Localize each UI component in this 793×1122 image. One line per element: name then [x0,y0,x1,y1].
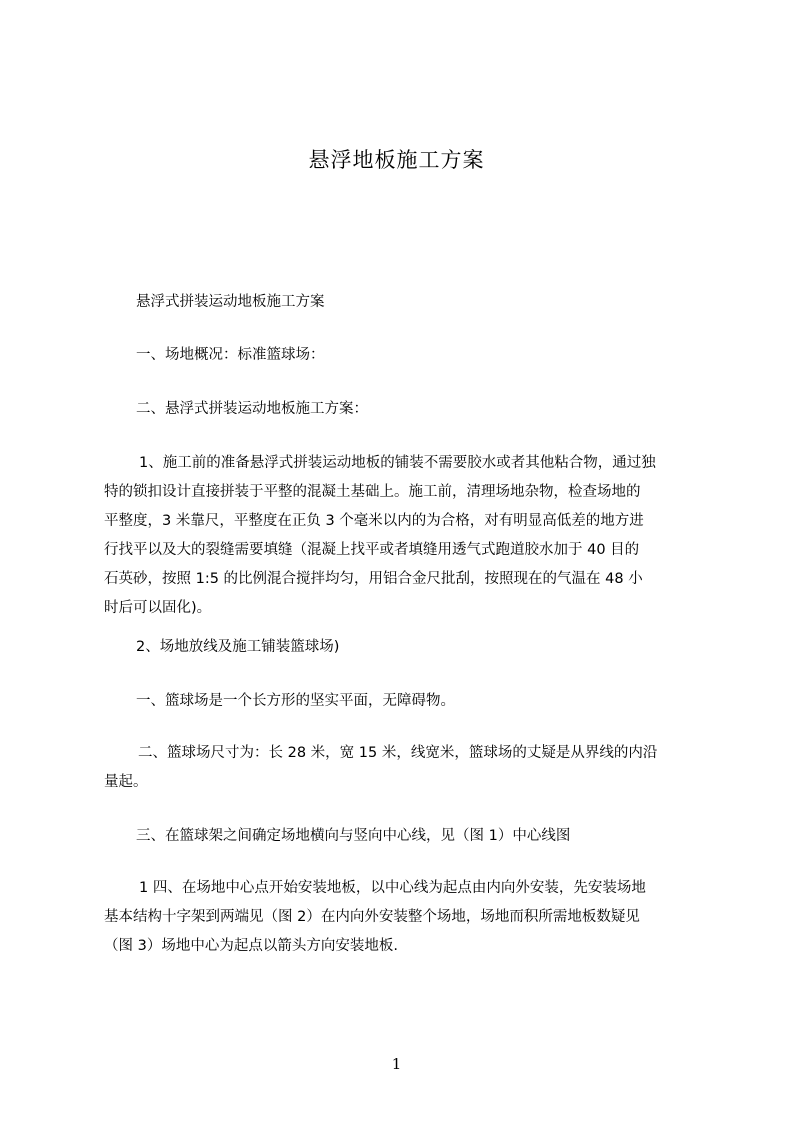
paragraph-installation [104,874,704,961]
page-number: 1 [391,1055,402,1073]
paragraph-line: 1 四、在场地中心点开始安装地板，以中心线为起点由内向外安装，先安装场地 [139,880,646,896]
section-heading-construction-plan: 二、悬浮式拼装运动地板施工方案： [136,401,368,417]
document-title: 悬浮地板施工方案 [308,148,485,172]
paragraph-line: 基本结构十字架到两端见（图 2）在内向外安装整个场地，场地而积所需地板数疑见 [104,909,640,925]
paragraph-line: （图 3）场地中心为起点以箭头方向安装地板. [104,938,398,954]
paragraph-line: 二、篮球场尺寸为：长 28 米，宽 15 米，线宽米，篮球场的丈疑是从界线的内沿 [138,745,658,761]
paragraph-line: 石英砂，按照 1:5 的比例混合搅拌均匀，用铝合金尺批刮，按照现在的气温在 48 小 [104,571,643,587]
paragraph-layout-step: 2、场地放线及施工铺装篮球场) [136,639,340,655]
paragraph-court-shape: 一、篮球场是一个长方形的坚实平面，无障碍物。 [136,693,455,709]
paragraph-court-size [104,739,704,797]
paragraph-line: 1、施工前的准备悬浮式拼装运动地板的铺装不需要胶水或者其他粘合物，通过独 [139,455,656,471]
paragraph-line: 行找平以及大的裂缝需要填缝（混凝上找平或者填缝用透气式跑道胶水加于 40 目的 [104,542,640,558]
paragraph-line: 特的锁扣设计直接拼装于平整的混凝土基础上。施工前，清理场地杂物，检查场地的 [104,484,641,500]
paragraph-line: 平整度，3 米靠尺，平整度在正负 3 个毫米以内的为合格，对有明显高低差的地方进 [104,513,644,529]
paragraph-center-line: 三、在篮球架之间确定场地横向与竖向中心线，见（图 1）中心线图 [136,828,571,844]
paragraph-line: 量起。 [104,774,148,790]
paragraph-line: 时后可以固化)。 [104,600,212,616]
document-subtitle: 悬浮式拼装运动地板施工方案 [136,294,325,310]
section-heading-site-overview: 一、场地概况：标准篮球场： [136,347,325,363]
paragraph-preparation [104,449,704,623]
